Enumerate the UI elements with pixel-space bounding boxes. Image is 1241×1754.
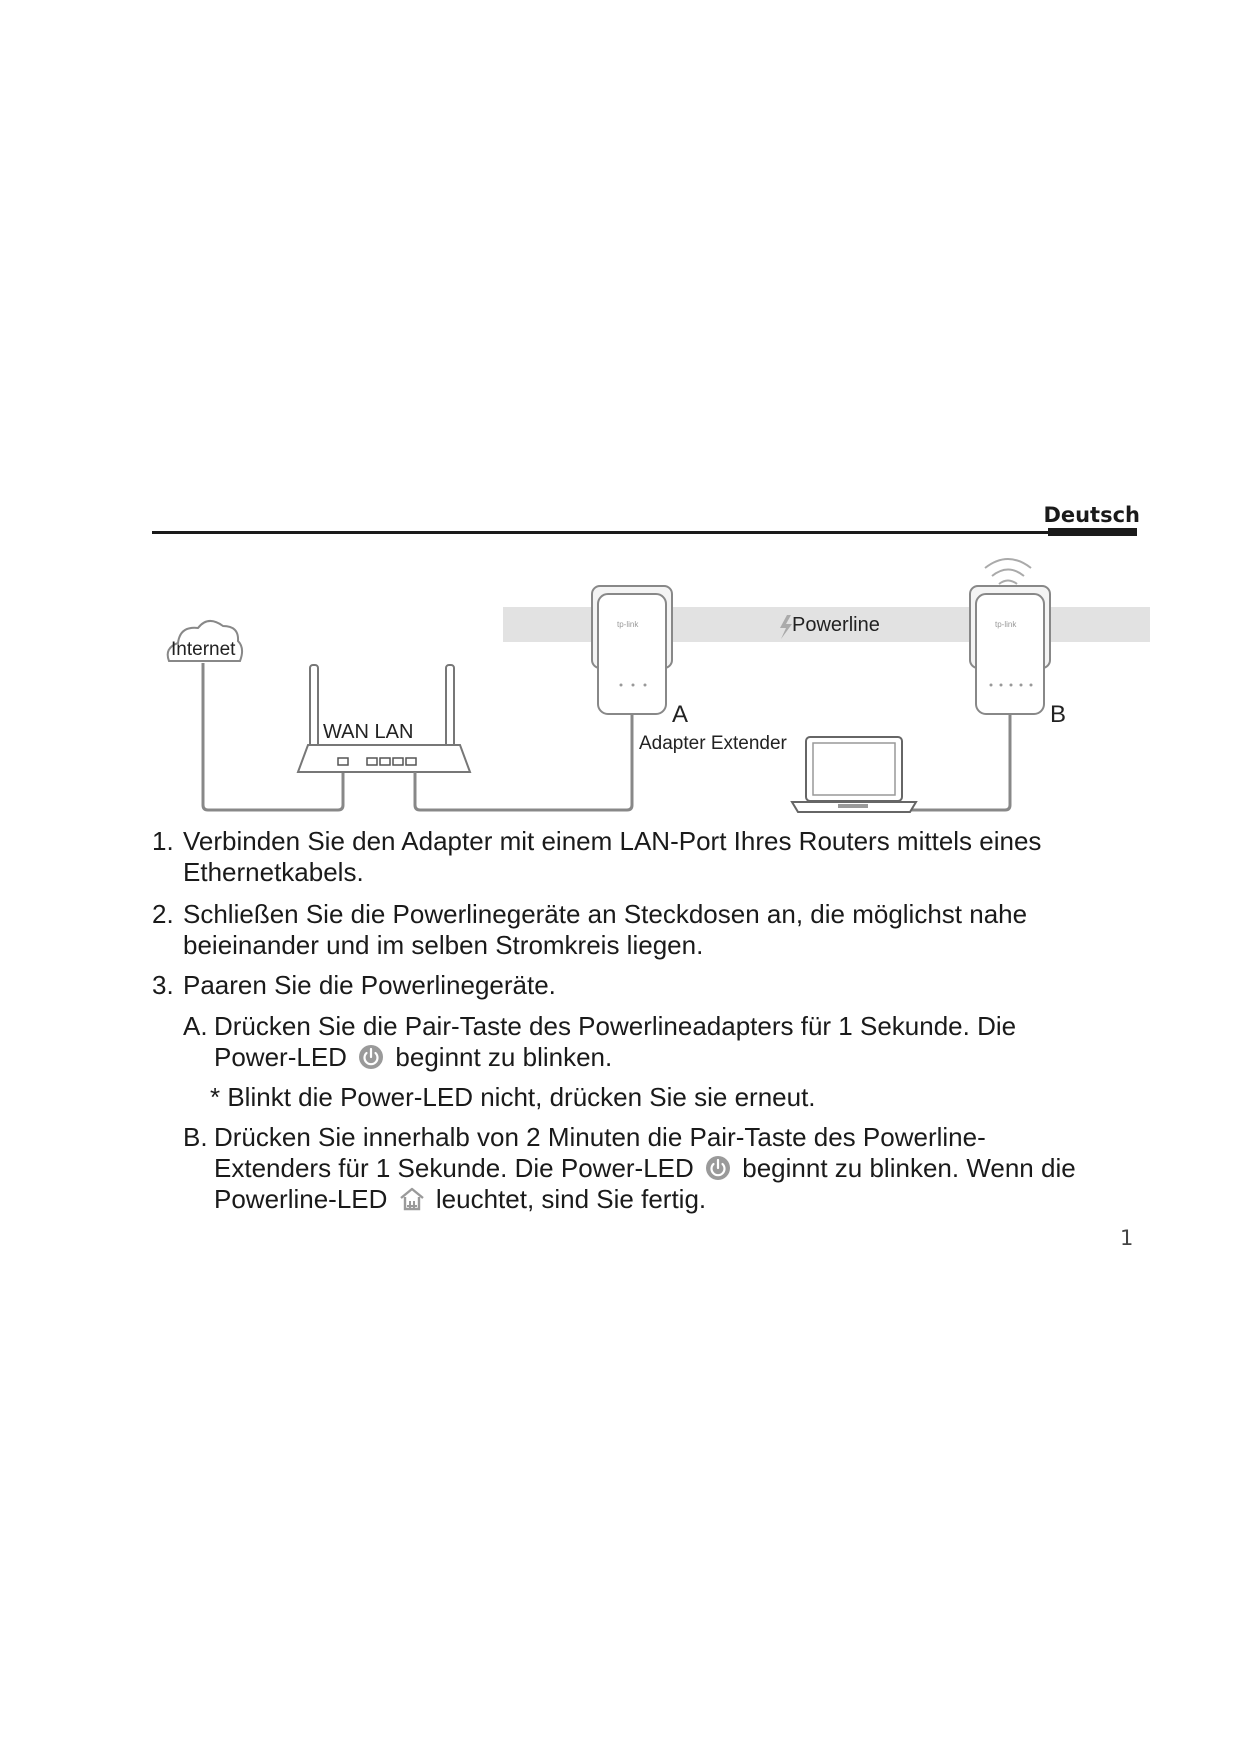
adapter-extender-label: Adapter Extender bbox=[639, 733, 787, 754]
substep-number: B. bbox=[183, 1122, 208, 1152]
step-3 bbox=[152, 970, 556, 1001]
router-icon bbox=[298, 665, 470, 772]
note: * Blinkt die Power-LED nicht, drücken Sie sie erneut. bbox=[210, 1082, 816, 1112]
substep-text: Drücken Sie die Pair-Taste des Powerlineadapters für 1 Sekunde. Die bbox=[214, 1011, 1017, 1041]
substep-b bbox=[183, 1122, 1174, 1215]
step-number: 2. bbox=[152, 899, 174, 929]
step-text: Verbinden Sie den Adapter mit einem LAN-Port Ihres Routers mittels eines bbox=[183, 826, 1042, 856]
substep-text: leuchtet, sind Sie fertig. bbox=[435, 1184, 707, 1214]
adapter-a-icon bbox=[592, 586, 672, 714]
header-rule-tab bbox=[1048, 528, 1137, 536]
substep-a bbox=[183, 1011, 1174, 1073]
internet-label: Internet bbox=[171, 639, 236, 660]
label-b: B bbox=[1050, 701, 1067, 728]
laptop-icon bbox=[792, 737, 916, 812]
step-2 bbox=[152, 899, 1027, 961]
substep-text: Drücken Sie innerhalb von 2 Minuten die Pair-Taste des Powerline- bbox=[214, 1122, 986, 1152]
language-label: Deutsch bbox=[1043, 503, 1140, 527]
step-text: Paaren Sie die Powerlinegeräte. bbox=[183, 970, 556, 1000]
page-number: 1 bbox=[1120, 1226, 1134, 1250]
step-number: 3. bbox=[152, 970, 174, 1000]
substep-text: Power-LED bbox=[214, 1042, 347, 1072]
label-a: A bbox=[672, 701, 689, 728]
substep-number: A. bbox=[183, 1011, 208, 1041]
substep-text: Extenders für 1 Sekunde. Die Power-LED bbox=[214, 1153, 694, 1183]
network-diagram bbox=[140, 540, 1150, 825]
router-ports-label: WAN LAN bbox=[323, 721, 414, 743]
header-rule bbox=[152, 531, 1137, 534]
cable-internet-wan bbox=[203, 663, 343, 810]
cable-extender-laptop bbox=[910, 714, 1010, 810]
svg-text:tp-link: tp-link bbox=[617, 620, 639, 629]
powerline-led-icon bbox=[399, 1186, 425, 1212]
svg-text:tp-link: tp-link bbox=[995, 620, 1017, 629]
step-1 bbox=[152, 826, 1041, 888]
step-text: Ethernetkabels. bbox=[183, 857, 364, 887]
power-led-icon bbox=[358, 1044, 384, 1070]
extender-b-icon bbox=[970, 586, 1050, 714]
powerline-label: Powerline bbox=[792, 614, 880, 636]
power-led-icon bbox=[705, 1155, 731, 1181]
step-text: beieinander und im selben Stromkreis liegen. bbox=[183, 930, 704, 960]
substep-text: beginnt zu blinken. bbox=[395, 1042, 613, 1072]
step-number: 1. bbox=[152, 826, 174, 856]
step-text: Schließen Sie die Powerlinegeräte an Steckdosen an, die möglichst nahe bbox=[183, 899, 1028, 929]
substep-text: Powerline-LED bbox=[214, 1184, 388, 1214]
substep-text: beginnt zu blinken. Wenn die bbox=[742, 1153, 1076, 1183]
